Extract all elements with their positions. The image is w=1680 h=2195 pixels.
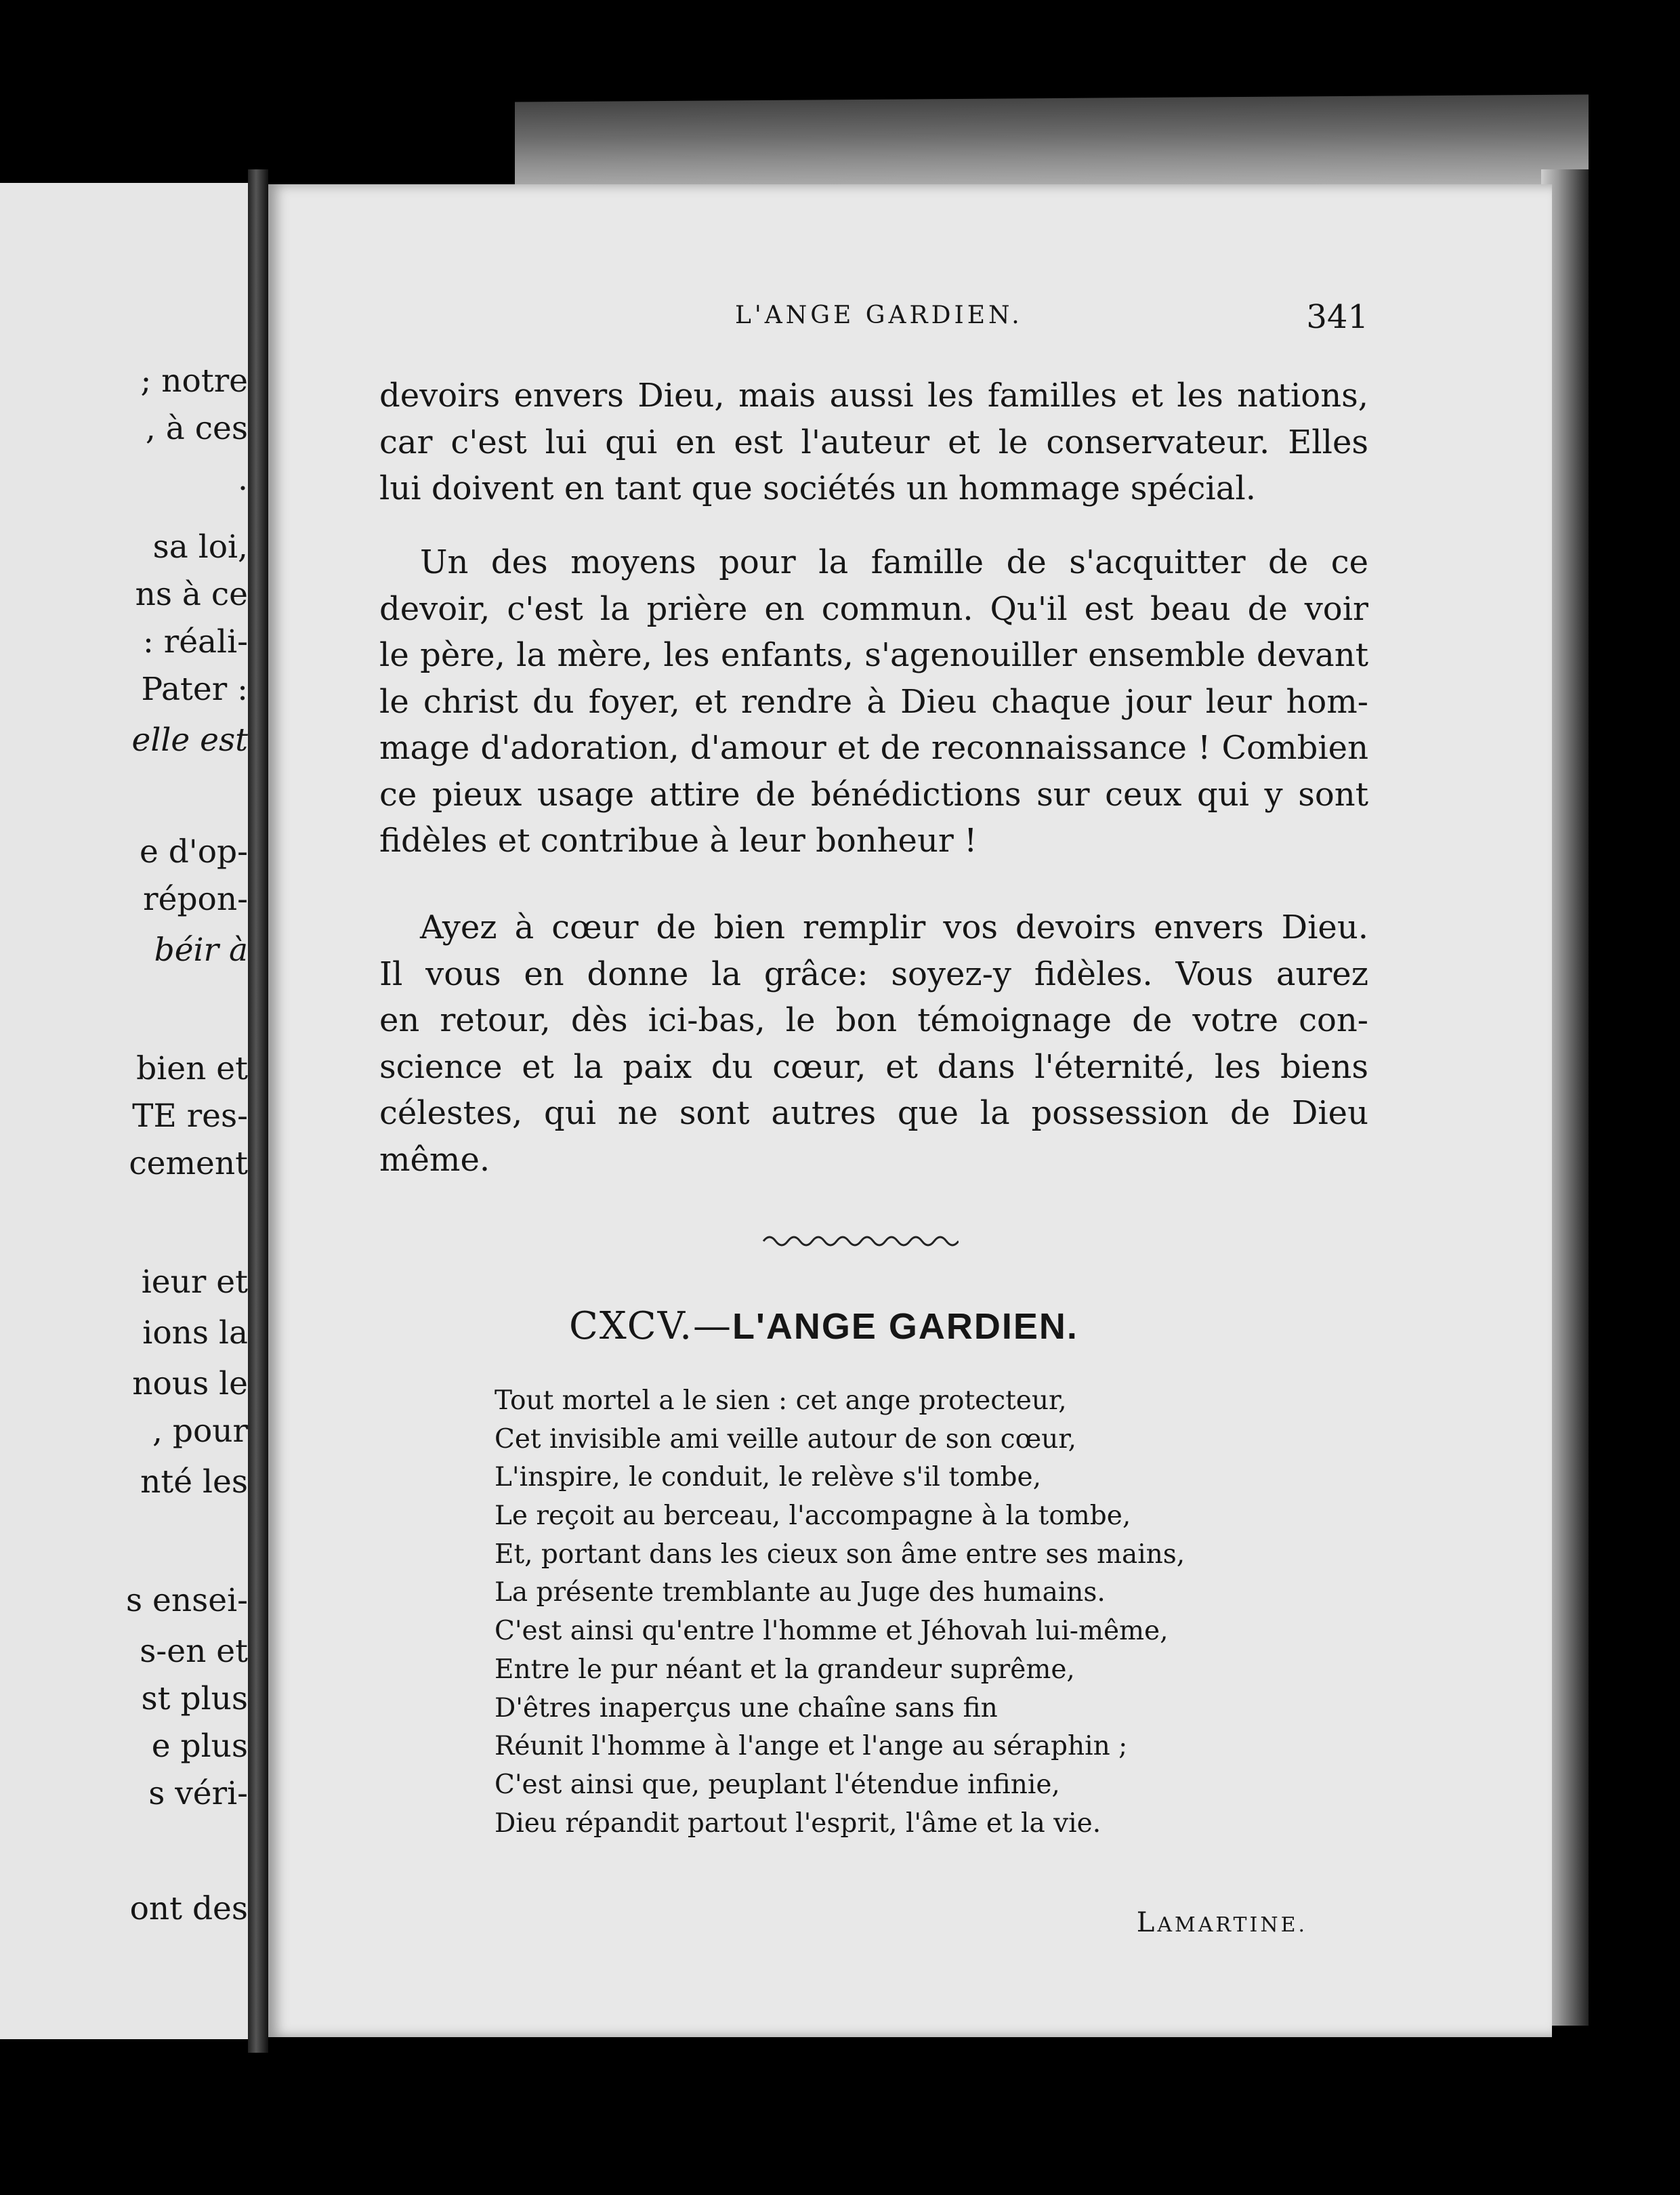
poem-line: L'inspire, le conduit, le relève s'il tombe, — [495, 1462, 1041, 1493]
running-head: L'ANGE GARDIEN. — [735, 301, 1023, 329]
previous-page-text-fragment: e plus — [151, 1728, 248, 1765]
paragraph-2 — [379, 539, 1368, 864]
text-line: Ayez à cœur de bien remplir vos devoirs envers Dieu. — [420, 908, 1368, 946]
author-initial: L — [1136, 1907, 1158, 1938]
previous-page-text-fragment: e d'op- — [139, 833, 248, 871]
poem-line: D'êtres inaperçus une chaîne sans fin — [495, 1692, 998, 1723]
text-line: car c'est lui qui en est l'auteur et le conservateur. Elles — [379, 423, 1368, 461]
previous-page-text-fragment: ns à ce — [135, 576, 248, 613]
author-name-rest: AMARTINE. — [1157, 1913, 1307, 1937]
chapter-heading — [569, 1304, 1152, 1365]
poem-line: Dieu répandit partout l'esprit, l'âme et la vie. — [495, 1807, 1101, 1839]
previous-page-text-fragment: : réali- — [142, 623, 248, 661]
text-line: devoir, c'est la prière en commun. Qu'il est beau de voir — [379, 589, 1368, 628]
previous-page-text-fragment: , pour — [152, 1413, 248, 1450]
text-line: le christ du foyer, et rendre à Dieu chaque jour leur hom- — [379, 682, 1368, 721]
previous-page-text-fragment: béir à — [154, 932, 248, 969]
previous-page-text-fragment: s ensei- — [126, 1582, 248, 1619]
book-gutter — [248, 169, 268, 2053]
poem — [495, 1382, 1253, 1843]
previous-page-text-fragment: cement — [129, 1145, 248, 1182]
text-line: mage d'adoration, d'amour et de reconnaissance ! Combien — [379, 729, 1368, 767]
poem-line: Le reçoit au berceau, l'accompagne à la tombe, — [495, 1501, 1131, 1532]
text-line: Il vous en donne la grâce: soyez-y fidèles. Vous aurez — [379, 955, 1368, 993]
text-line: le père, la mère, les enfants, s'agenouiller ensemble devant — [379, 636, 1368, 674]
previous-page-text-fragment: TE res- — [132, 1098, 248, 1135]
wavy-divider-ornament — [762, 1228, 959, 1255]
poem-line: Tout mortel a le sien : cet ange protecteur, — [495, 1385, 1067, 1416]
previous-page-text-fragment: nté les — [140, 1463, 248, 1501]
previous-page-text-fragment: . — [238, 461, 248, 498]
text-line: fidèles et contribue à leur bonheur ! — [379, 822, 978, 860]
text-line: ce pieux usage attire de bénédictions sur ceux qui y sont — [379, 775, 1368, 814]
poem-line: C'est ainsi que, peuplant l'étendue infinie, — [495, 1769, 1060, 1800]
chapter-title: L'ANGE GARDIEN. — [732, 1306, 1078, 1347]
previous-page-text-fragment: Pater : — [141, 671, 248, 708]
previous-page-text-fragment: ; notre — [140, 362, 248, 400]
previous-page-text-fragment: ions la — [142, 1314, 248, 1352]
paragraph-1 — [379, 373, 1368, 512]
previous-page-text-fragment: s véri- — [148, 1775, 248, 1812]
text-line: en retour, dès ici-bas, le bon témoignage de votre con- — [379, 1001, 1368, 1039]
poem-line: Entre le pur néant et la grandeur suprême, — [495, 1654, 1075, 1685]
poem-line: C'est ainsi qu'entre l'homme et Jéhovah lui-même, — [495, 1616, 1169, 1647]
previous-page-edge — [0, 183, 248, 2039]
paragraph-3 — [379, 904, 1368, 1183]
text-line: Un des moyens pour la famille de s'acquitter de ce — [420, 543, 1368, 581]
text-line: devoirs envers Dieu, mais aussi les familles et les nations, — [379, 377, 1368, 415]
poem-attribution — [1118, 1907, 1307, 1941]
text-line: célestes, qui ne sont autres que la possession de Dieu — [379, 1094, 1368, 1132]
previous-page-text-fragment: ont des — [129, 1890, 248, 1927]
poem-line: Cet invisible ami veille autour de son cœur, — [495, 1423, 1077, 1455]
previous-page-text-fragment: nous le — [132, 1365, 248, 1402]
previous-page-text-fragment: s-en et — [140, 1633, 248, 1670]
poem-line: Et, portant dans les cieux son âme entre ses mains, — [495, 1539, 1185, 1570]
text-line: même. — [379, 1140, 490, 1179]
previous-page-text-fragment: bien et — [136, 1050, 248, 1087]
chapter-number: CXCV.— — [569, 1304, 733, 1348]
previous-page-text-fragment: , à ces — [145, 410, 248, 447]
previous-page-text-fragment: elle est — [131, 722, 248, 759]
previous-page-text-fragment: sa loi, — [152, 528, 248, 566]
text-line: science et la paix du cœur, et dans l'éternité, les biens — [379, 1047, 1368, 1086]
page-number: 341 — [1306, 298, 1368, 336]
previous-page-text-fragment: ieur et — [141, 1263, 248, 1301]
previous-page-text-fragment: st plus — [141, 1680, 248, 1717]
poem-line: La présente tremblante au Juge des humains. — [495, 1577, 1106, 1608]
previous-page-text-fragment: répon- — [143, 881, 248, 918]
poem-line: Réunit l'homme à l'ange et l'ange au séraphin ; — [495, 1731, 1128, 1762]
text-line: lui doivent en tant que sociétés un hommage spécial. — [379, 469, 1257, 507]
